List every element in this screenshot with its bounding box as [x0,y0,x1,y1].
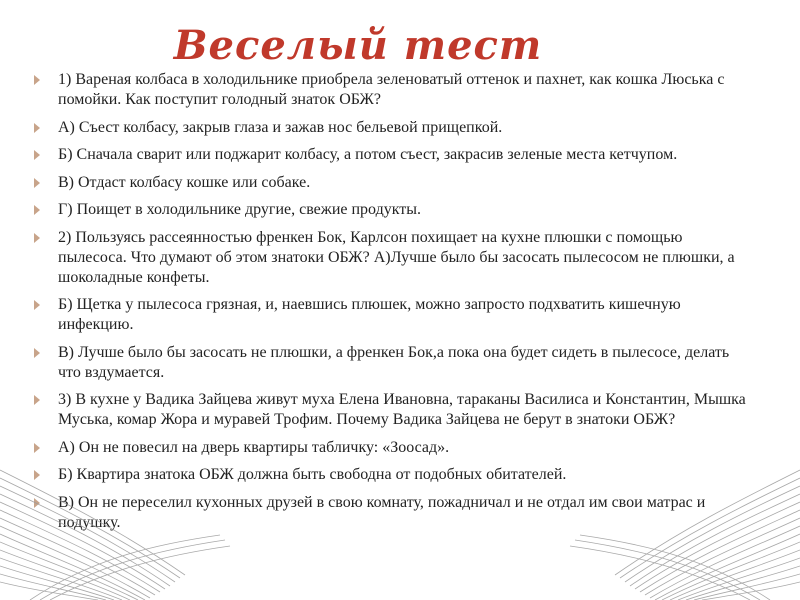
triangle-bullet-icon [34,123,40,133]
list-item [32,493,752,533]
triangle-bullet-icon [34,233,40,243]
triangle-bullet-icon [34,178,40,188]
quiz-list [32,70,752,540]
list-item [32,145,752,165]
list-item-text: А) Съест колбасу, закрыв глаза и зажав нос бельевой прищепкой. [58,118,503,136]
list-item-text: 1) Вареная колбаса в холодильнике приобрела зеленоватый оттенок и пахнет, как кошка Люська с помойки. Как поступит голодный знаток ОБЖ? [58,71,725,108]
triangle-bullet-icon [34,300,40,310]
list-item [32,390,752,430]
triangle-bullet-icon [34,150,40,160]
triangle-bullet-icon [34,395,40,405]
list-item-text: Б) Щетка у пылесоса грязная, и, наевшись плюшек, можно запросто подхватить кишечную инфекцию. [58,296,681,333]
triangle-bullet-icon [34,205,40,215]
triangle-bullet-icon [34,348,40,358]
list-item [32,343,752,383]
list-item [32,200,752,220]
list-item [32,438,752,458]
list-item [32,295,752,335]
list-item-text: 2) Пользуясь рассеянностью френкен Бок, Карлсон похищает на кухне плюшки с помощью пылесоса. Что думают об этом знатоки ОБЖ? А)Лучше было бы засосать пылесосом не плюшки, а шоколадные конфеты. [58,228,735,286]
list-item-text: В) Отдаст колбасу кошке или собаке. [58,173,311,191]
list-item-text: В) Он не переселил кухонных друзей в свою комнату, пожадничал и не отдал им свои матрас и подушку. [58,493,706,531]
list-item-text: Г) Поищет в холодильнике другие, свежие продукты. [58,201,422,218]
slide-title: Веселый тест [173,22,543,69]
triangle-bullet-icon [34,75,40,85]
list-item [32,228,752,288]
list-item [32,173,752,193]
triangle-bullet-icon [34,470,40,480]
list-item [32,70,752,110]
list-item-text: А) Он не повесил на дверь квартиры табличку: «Зоосад». [58,438,450,456]
list-item [32,465,752,485]
list-item-text: Б) Квартира знатока ОБЖ должна быть свободна от подобных обитателей. [58,466,567,483]
list-item-text: В) Лучше было бы засосать не плюшки, а френкен Бок,а пока она будет сидеть в пылесосе, делать что вздумается. [58,343,730,381]
list-item [32,118,752,138]
triangle-bullet-icon [34,443,40,453]
triangle-bullet-icon [34,498,40,508]
list-item-text: 3) В кухне у Вадика Зайцева живут муха Елена Ивановна, тараканы Василиса и Константин, Мышка Муська, комар Жора и муравей Трофим. Почему Вадика Зайцева не берут в знатоки ОБЖ? [58,391,746,428]
list-item-text: Б) Сначала сварит или поджарит колбасу, а потом съест, закрасив зеленые места кетчупом. [58,146,678,163]
